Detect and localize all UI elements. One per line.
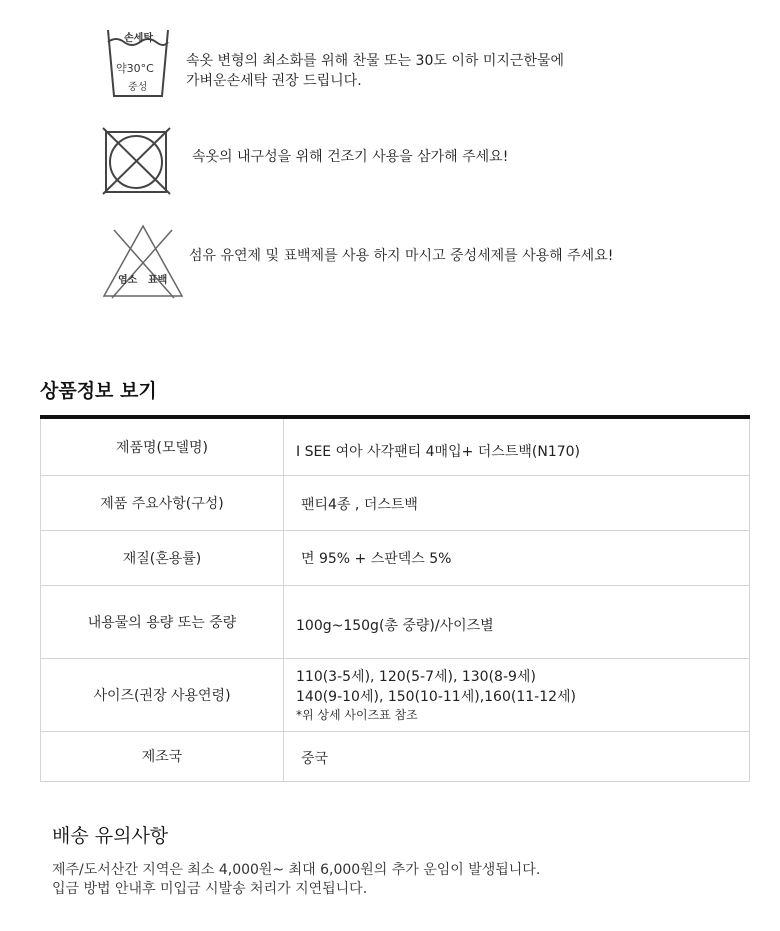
table-row [41, 475, 750, 530]
table-row [41, 731, 750, 781]
row-value: 면 95% + 스판덱스 5% [284, 530, 750, 585]
bleach-icon-left-label: 염소 [118, 275, 138, 286]
row-label: 재질(혼용률) [41, 530, 284, 585]
row-value: 팬티4종 , 더스트백 [284, 475, 750, 530]
wash-instruction-line: 속옷 변형의 최소화를 위해 찬물 또는 30도 이하 미지근한물에 [186, 53, 564, 69]
hand-wash-icon [104, 26, 172, 102]
row-value: 중국 [284, 731, 750, 781]
row-label: 제품명(모델명) [41, 419, 284, 475]
row-label: 제조국 [41, 731, 284, 781]
no-tumble-dry-icon [100, 124, 174, 198]
size-line: 140(9-10세), 150(10-11세),160(11-12세) [296, 689, 576, 705]
product-info-title: 상품정보 보기 [40, 380, 157, 402]
table-row [41, 530, 750, 585]
size-line: 110(3-5세), 120(5-7세), 130(8-9세) [296, 669, 536, 685]
row-value: 100g~150g(총 중량)/사이즈별 [284, 585, 750, 658]
row-label: 사이즈(권장 사용연령) [41, 658, 284, 731]
row-label: 제품 주요사항(구성) [41, 475, 284, 530]
shipping-title: 배송 유의사항 [52, 825, 169, 847]
table-row [41, 419, 750, 475]
wash-instruction-line: 가벼운손세탁 권장 드립니다. [186, 73, 362, 89]
wash-icon-bottom-label: 중성 [128, 82, 148, 93]
size-cell [284, 658, 750, 731]
bleach-icon-right-label: 표백 [148, 275, 168, 286]
bleach-instruction: 섬유 유연제 및 표백제를 사용 하지 마시고 중성세제를 사용해 주세요! [189, 248, 614, 264]
no-bleach-icon [100, 222, 186, 300]
wash-icon-temp-label: 약30°C [116, 62, 154, 75]
shipping-line: 입금 방법 안내후 미입금 시발송 처리가 지연됩니다. [52, 881, 368, 897]
wash-instruction [186, 51, 564, 91]
wash-icon-top-label: 손세탁 [124, 33, 153, 44]
dryer-instruction: 속옷의 내구성을 위해 건조기 사용을 삼가해 주세요! [192, 149, 509, 165]
row-label: 내용물의 용량 또는 중량 [41, 585, 284, 658]
row-value: I SEE 여아 사각팬티 4매입+ 더스트백(N170) [284, 419, 750, 475]
product-info-table [40, 419, 750, 782]
table-row [41, 585, 750, 658]
size-note: *위 상세 사이즈표 참조 [296, 708, 418, 722]
table-row [41, 658, 750, 731]
shipping-line: 제주/도서산간 지역은 최소 4,000원~ 최대 6,000원의 추가 운임이 발생됩니다. [52, 862, 541, 878]
